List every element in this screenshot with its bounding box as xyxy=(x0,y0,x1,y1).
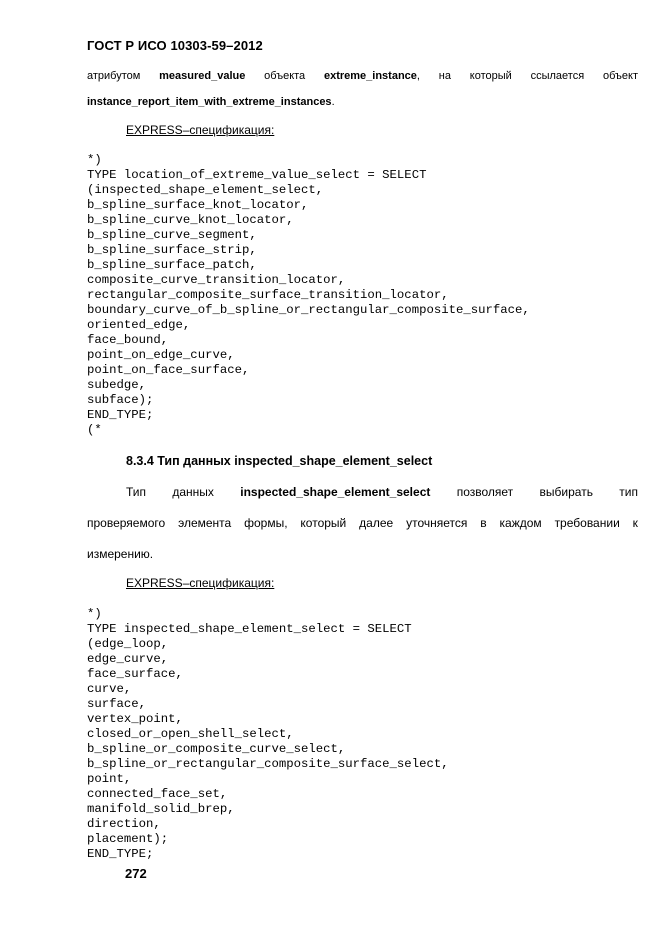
section-heading-8-3-4: 8.3.4 Тип данных inspected_shape_element_select xyxy=(126,454,433,468)
code-line: b_spline_surface_patch, xyxy=(87,258,257,272)
code-line: END_TYPE; xyxy=(87,408,154,422)
intro-word: объекта xyxy=(264,70,306,82)
section-para-line-1 xyxy=(126,485,638,499)
para-term-inspected-shape-element-select: inspected_shape_element_select xyxy=(240,485,431,499)
intro-comma: , xyxy=(416,70,420,82)
para-word: выбирать xyxy=(539,485,593,499)
code-line: TYPE location_of_extreme_value_select = SELECT xyxy=(87,168,427,182)
code-line: placement); xyxy=(87,832,169,846)
intro-period: . xyxy=(331,96,335,108)
code-line: face_bound, xyxy=(87,333,169,347)
code-line: b_spline_surface_knot_locator, xyxy=(87,198,309,212)
code-line: connected_face_set, xyxy=(87,787,228,801)
code-line: curve, xyxy=(87,682,132,696)
intro-word: атрибутом xyxy=(87,70,141,82)
code-line: subedge, xyxy=(87,378,147,392)
page-number: 272 xyxy=(125,866,147,881)
intro-line-2 xyxy=(87,96,638,108)
code-line: b_spline_or_rectangular_composite_surface_select, xyxy=(87,757,449,771)
para-word: Тип xyxy=(126,485,147,499)
intro-word: на xyxy=(438,70,451,82)
code-line: face_surface, xyxy=(87,667,183,681)
code-line: *) xyxy=(87,153,102,167)
code-line: edge_curve, xyxy=(87,652,169,666)
intro-word: объект xyxy=(602,70,638,82)
express-spec-label-1: EXPRESS–спецификация: xyxy=(126,123,275,137)
intro-term-instance-report: instance_report_item_with_extreme_instances xyxy=(87,96,332,108)
intro-term-extreme-instance: extreme_instance xyxy=(323,70,417,82)
code-line: TYPE inspected_shape_element_select = SELECT xyxy=(87,622,412,636)
code-line: vertex_point, xyxy=(87,712,183,726)
para-word: данных xyxy=(172,485,214,499)
code-line: closed_or_open_shell_select, xyxy=(87,727,294,741)
express-spec-label-2: EXPRESS–спецификация: xyxy=(126,576,275,590)
code-line: rectangular_composite_surface_transition_locator, xyxy=(87,288,449,302)
code-line: b_spline_surface_strip, xyxy=(87,243,257,257)
code-line: b_spline_or_composite_curve_select, xyxy=(87,742,346,756)
intro-word: который xyxy=(469,70,512,82)
para-word: каждом xyxy=(499,516,542,530)
para-word: тип xyxy=(619,485,638,499)
section-para-line-3: измерению. xyxy=(87,547,154,561)
code-line: (edge_loop, xyxy=(87,637,169,651)
para-word: элемента xyxy=(178,516,232,530)
intro-term-measured-value: measured_value xyxy=(159,70,246,82)
code-line: *) xyxy=(87,607,102,621)
code-line: oriented_edge, xyxy=(87,318,191,332)
para-word: проверяемого xyxy=(87,516,166,530)
code-line: b_spline_curve_knot_locator, xyxy=(87,213,294,227)
code-line: direction, xyxy=(87,817,161,831)
express-code-block-2 xyxy=(87,607,449,862)
para-word: уточняется xyxy=(406,516,468,530)
code-line: composite_curve_transition_locator, xyxy=(87,273,346,287)
intro-line-1 xyxy=(87,70,638,82)
para-word: к xyxy=(632,516,638,530)
code-line: boundary_curve_of_b_spline_or_rectangular_composite_surface, xyxy=(87,303,530,317)
para-word: формы, xyxy=(244,516,288,530)
code-line: (inspected_shape_element_select, xyxy=(87,183,324,197)
code-line: surface, xyxy=(87,697,147,711)
para-word: который xyxy=(300,516,347,530)
intro-word: ссылается xyxy=(530,70,585,82)
code-line: point, xyxy=(87,772,132,786)
code-line: manifold_solid_brep, xyxy=(87,802,235,816)
para-word: позволяет xyxy=(456,485,514,499)
para-word: в xyxy=(480,516,487,530)
code-line: point_on_edge_curve, xyxy=(87,348,235,362)
express-code-block-1 xyxy=(87,153,530,438)
page-header-standard: ГОСТ Р ИСО 10303-59–2012 xyxy=(87,38,263,53)
para-word: требовании xyxy=(554,516,620,530)
section-para-line-2 xyxy=(87,516,638,530)
code-line: point_on_face_surface, xyxy=(87,363,250,377)
code-line: (* xyxy=(87,423,102,437)
code-line: subface); xyxy=(87,393,154,407)
code-line: b_spline_curve_segment, xyxy=(87,228,257,242)
para-word: далее xyxy=(359,516,394,530)
code-line: END_TYPE; xyxy=(87,847,154,861)
